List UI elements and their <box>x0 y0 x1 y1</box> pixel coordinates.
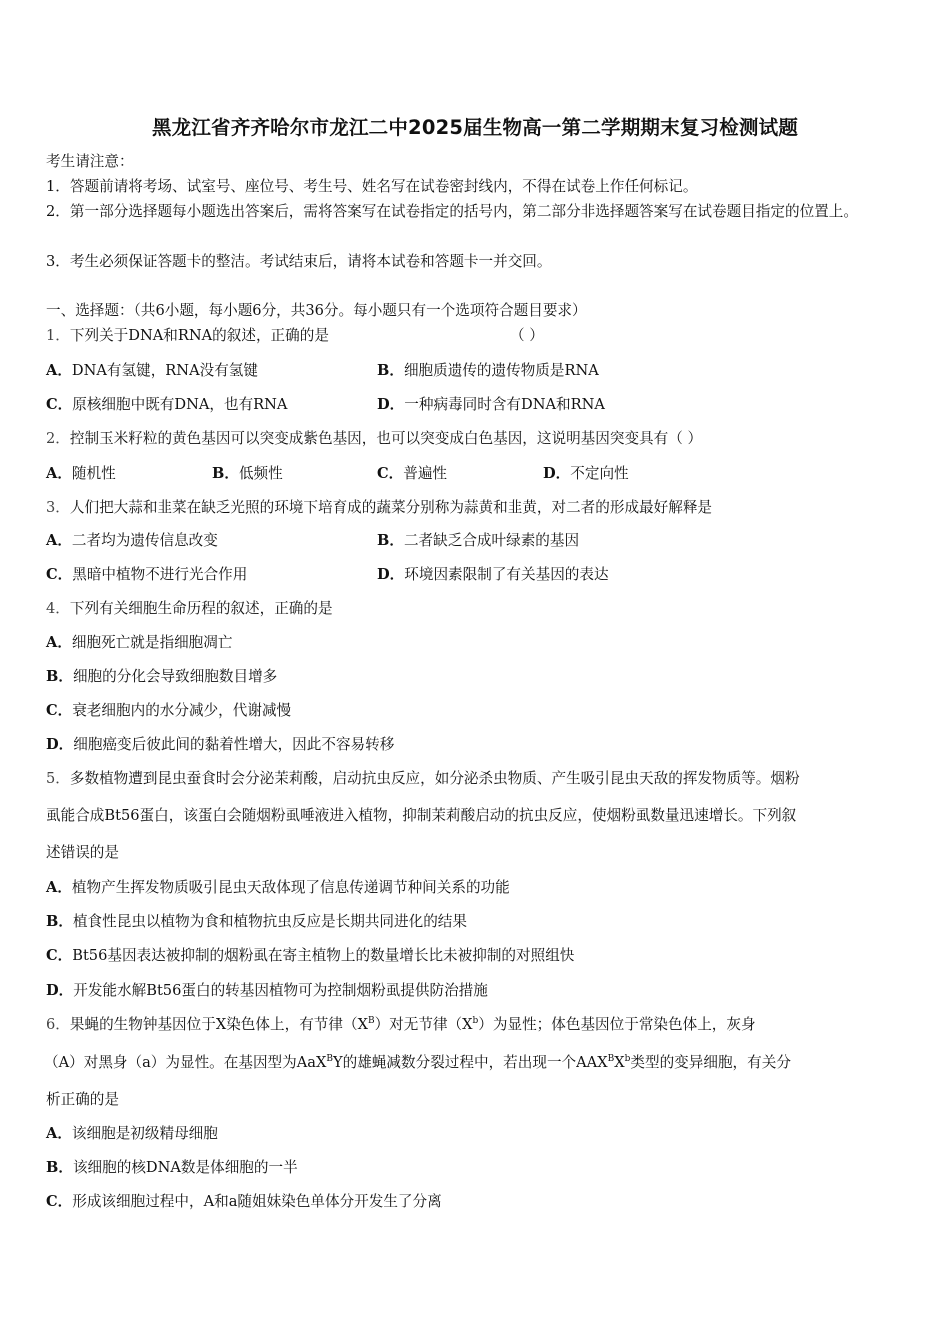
question-stem: 人们把大蒜和韭菜在缺乏光照的环境下培育成的蔬菜分别称为蒜黄和韭黄，对二者的形成最好解释是 <box>69 499 713 516</box>
question-5 <box>46 769 800 789</box>
question-stem-line-3: 述错误的是 <box>46 844 119 861</box>
question-4 <box>46 599 333 619</box>
answer-paren: （ ） <box>510 327 544 344</box>
option-b: B．细胞的分化会导致细胞数目增多 <box>46 668 278 685</box>
option-b: B．低频性 <box>212 465 283 482</box>
question-stem: 控制玉米籽粒的黄色基因可以突变成紫色基因，也可以突变成白色基因，这说明基因突变具有（ ） <box>69 430 703 447</box>
option-c: C．形成该细胞过程中，A和a随姐妹染色单体分开发生了分离 <box>46 1193 442 1210</box>
question-number: 6． <box>46 1016 70 1033</box>
question-6: 6．果蝇的生物钟基因位于X染色体上，有节律$(X^B)$对无节律$(X^b)$为显性；体色基因位于常染色体上，灰身 <box>46 1016 756 1033</box>
notice-heading: 考生请注意： <box>46 153 134 170</box>
question-stem-line-3: 析正确的是 <box>46 1091 119 1108</box>
option-a: A．随机性 <box>46 465 116 482</box>
option-a: A．该细胞是初级精母细胞 <box>46 1125 218 1142</box>
option-c: C．Bt56基因表达被抑制的烟粉虱在寄主植物上的数量增长比未被抑制的对照组快 <box>46 947 575 964</box>
page-title: 黑龙江省齐齐哈尔市龙江二中2025届生物高一第二学期期末复习检测试题 <box>151 116 799 139</box>
option-b: B．该细胞的核DNA数是体细胞的一半 <box>46 1159 298 1176</box>
question-stem: 下列有关细胞生命历程的叙述，正确的是 <box>69 600 333 617</box>
question-number: 1． <box>46 327 70 344</box>
question-number: 4． <box>46 600 70 617</box>
option-d: D．环境因素限制了有关基因的表达 <box>377 566 609 583</box>
option-c: C．黑暗中植物不进行光合作用 <box>46 566 248 583</box>
question-stem-line-2: （A）对黑身（a）为显性。在基因型为AaX$^B$Y的雄蝇减数分裂过程中，若出现一个$AAX^BX^b$类型的变异细胞，有关分 <box>44 1054 791 1071</box>
option-d: D．开发能水解Bt56蛋白的转基因植物可为控制烟粉虱提供防治措施 <box>46 982 488 999</box>
question-stem-line-2: 虱能合成Bt56蛋白，该蛋白会随烟粉虱唾液进入植物，抑制茉莉酸启动的抗虫反应，使烟粉虱数量迅速增长。下列叙 <box>46 807 797 824</box>
question-1 <box>46 326 329 346</box>
option-a: A．DNA有氢键，RNA没有氢键 <box>46 362 258 379</box>
option-c: C．衰老细胞内的水分减少，代谢减慢 <box>46 702 292 719</box>
option-d: D．细胞癌变后彼此间的黏着性增大，因此不容易转移 <box>46 736 395 753</box>
option-b: B．植食性昆虫以植物为食和植物抗虫反应是长期共同进化的结果 <box>46 913 467 930</box>
section-heading: 一、选择题：（共6小题，每小题6分，共36分。每小题只有一个选项符合题目要求） <box>46 302 587 319</box>
question-3 <box>46 498 712 518</box>
option-b: B．细胞质遗传的遗传物质是RNA <box>377 362 599 379</box>
option-c: C．普遍性 <box>377 465 448 482</box>
question-2 <box>46 429 702 449</box>
notice-item-2: 2．第一部分选择题每小题选出答案后，需将答案写在试卷指定的括号内，第二部分非选择题答案写在试卷题目指定的位置上。 <box>46 203 858 220</box>
option-b: B．二者缺乏合成叶绿素的基因 <box>377 532 580 549</box>
option-a: A．二者均为遗传信息改变 <box>46 532 218 549</box>
option-d: D．一种病毒同时含有DNA和RNA <box>377 396 605 413</box>
notice-item-3: 3．考生必须保证答题卡的整洁。考试结束后，请将本试卷和答题卡一并交回。 <box>46 253 552 270</box>
question-number: 3． <box>46 499 70 516</box>
question-stem: 下列关于DNA和RNA的叙述，正确的是 <box>69 327 329 344</box>
option-c: C．原核细胞中既有DNA，也有RNA <box>46 396 288 413</box>
question-stem-line-1: 多数植物遭到昆虫蚕食时会分泌茉莉酸，启动抗虫反应，如分泌杀虫物质、产生吸引昆虫天敌的挥发物质等。烟粉 <box>69 770 800 787</box>
question-number: 2． <box>46 430 70 447</box>
question-number: 5． <box>46 770 70 787</box>
option-d: D．不定向性 <box>543 465 629 482</box>
option-a: A．细胞死亡就是指细胞凋亡 <box>46 634 233 651</box>
option-a: A．植物产生挥发物质吸引昆虫天敌体现了信息传递调节种间关系的功能 <box>46 879 510 896</box>
notice-item-1: 1．答题前请将考场、试室号、座位号、考生号、姓名写在试卷密封线内，不得在试卷上作任何标记。 <box>46 178 698 195</box>
